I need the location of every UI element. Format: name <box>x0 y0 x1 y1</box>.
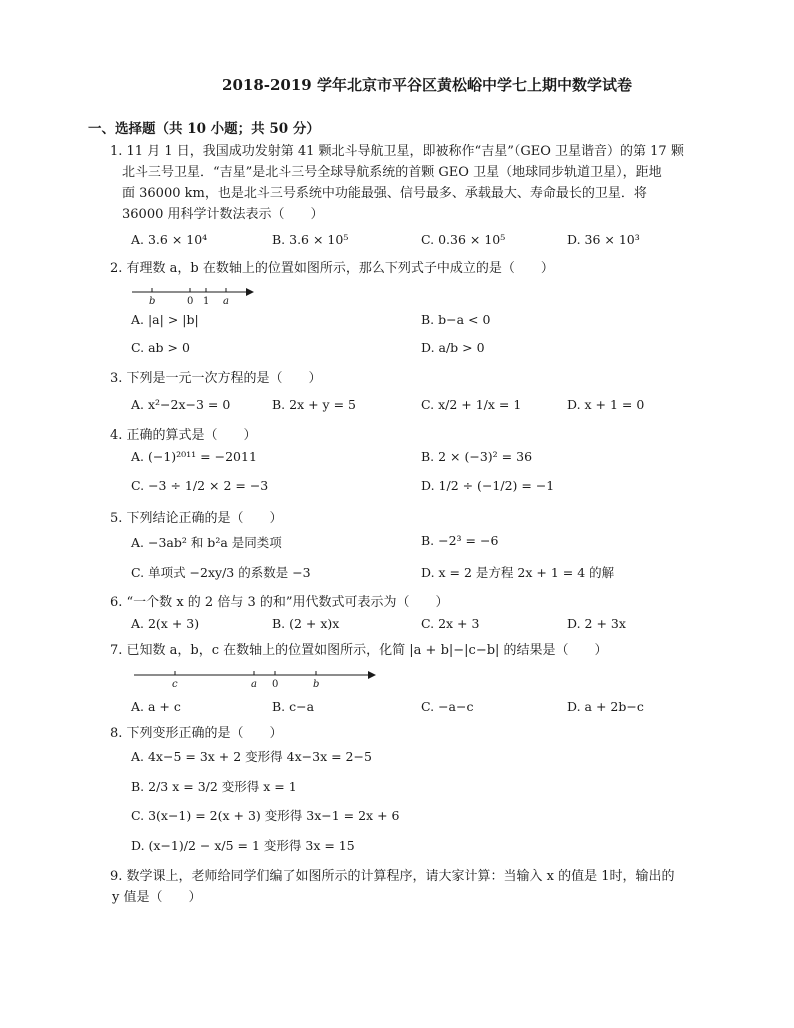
option-c[interactable]: C. 0.36 × 10⁵ <box>421 232 506 247</box>
option-b[interactable]: B. (2 + x)x <box>272 616 340 631</box>
axis-label-b: b <box>313 679 320 689</box>
option-c[interactable]: C. 3(x−1) = 2(x + 3) 变形得 3x−1 = 2x + 6 <box>131 808 400 823</box>
axis-label-1: 1 <box>203 296 210 306</box>
option-d[interactable]: D. a/b > 0 <box>421 340 485 355</box>
option-a[interactable]: A. a + c <box>131 699 181 714</box>
question-1-line-1: 1. 11 月 1 日，我国成功发射第 41 颗北斗导航卫星，即被称作“吉星”（GEO 卫星谐音）的第 17 颗 <box>110 144 684 159</box>
option-a[interactable]: A. (−1)²⁰¹¹ = −2011 <box>131 449 257 464</box>
question-9-line-1: 9. 数学课上，老师给同学们编了如图所示的计算程序，请大家计算：当输入 x 的值是 1时，输出的 <box>110 869 675 884</box>
question-2: 2. 有理数 a，b 在数轴上的位置如图所示，那么下列式子中成立的是（ ） <box>110 261 554 276</box>
option-b[interactable]: B. 2 × (−3)² = 36 <box>421 449 533 464</box>
axis-label-a: a <box>251 679 257 689</box>
option-a[interactable]: A. x²−2x−3 = 0 <box>131 397 231 412</box>
option-c[interactable]: C. 单项式 −2xy/3 的系数是 −3 <box>131 565 311 580</box>
option-a[interactable]: A. −3ab² 和 b²a 是同类项 <box>131 535 282 550</box>
axis-label-0: 0 <box>272 679 279 689</box>
option-d[interactable]: D. 36 × 10³ <box>567 232 640 247</box>
option-c[interactable]: C. ab > 0 <box>131 340 190 355</box>
option-d[interactable]: D. 1/2 ÷ (−1/2) = −1 <box>421 478 555 493</box>
section-heading: 一、选择题（共 10 小题；共 50 分） <box>88 121 320 137</box>
option-d[interactable]: D. a + 2b−c <box>567 699 644 714</box>
number-line-q7 <box>130 667 380 689</box>
question-1-line-4: 36000 用科学计数法表示（ ） <box>122 207 324 222</box>
axis-label-c: c <box>172 679 178 689</box>
question-9-line-2: y 值是（ ） <box>112 890 202 905</box>
question-1 <box>110 141 710 225</box>
option-b[interactable]: B. c−a <box>272 699 315 714</box>
question-5: 5. 下列结论正确的是（ ） <box>110 511 283 526</box>
question-3: 3. 下列是一元一次方程的是（ ） <box>110 371 322 386</box>
option-c[interactable]: C. −a−c <box>421 699 474 714</box>
option-b[interactable]: B. −2³ = −6 <box>421 533 499 548</box>
question-6: 6. “一个数 x 的 2 倍与 3 的和”用代数式可表示为（ ） <box>110 595 449 610</box>
question-7: 7. 已知数 a，b，c 在数轴上的位置如图所示，化简 |a + b|−|c−b| 的结果是（ ） <box>110 643 608 658</box>
option-b[interactable]: B. 2x + y = 5 <box>272 397 356 412</box>
option-c[interactable]: C. 2x + 3 <box>421 616 480 631</box>
question-1-line-3: 面 36000 km，也是北斗三号系统中功能最强、信号最多、承载最大、寿命最长的卫星．将 <box>122 186 647 201</box>
option-d[interactable]: D. x + 1 = 0 <box>567 397 645 412</box>
axis-label-b: b <box>149 296 156 306</box>
question-8: 8. 下列变形正确的是（ ） <box>110 726 283 741</box>
option-b[interactable]: B. 3.6 × 10⁵ <box>272 232 349 247</box>
question-1-line-2: 北斗三号卫星．“吉星”是北斗三号全球导航系统的首颗 GEO 卫星（地球同步轨道卫星），距地 <box>122 165 662 180</box>
option-a[interactable]: A. |a| > |b| <box>131 312 199 327</box>
axis-label-a: a <box>223 296 229 306</box>
option-a[interactable]: A. 3.6 × 10⁴ <box>131 232 208 247</box>
option-a[interactable]: A. 2(x + 3) <box>131 616 200 631</box>
page-title: 2018-2019 学年北京市平谷区黄松峪中学七上期中数学试卷 <box>222 76 632 94</box>
option-c[interactable]: C. −3 ÷ 1/2 × 2 = −3 <box>131 478 269 493</box>
option-d[interactable]: D. 2 + 3x <box>567 616 626 631</box>
axis-label-0: 0 <box>187 296 194 306</box>
option-b[interactable]: B. 2/3 x = 3/2 变形得 x = 1 <box>131 779 297 794</box>
option-b[interactable]: B. b−a < 0 <box>421 312 491 327</box>
option-d[interactable]: D. (x−1)/2 − x/5 = 1 变形得 3x = 15 <box>131 838 355 853</box>
option-a[interactable]: A. 4x−5 = 3x + 2 变形得 4x−3x = 2−5 <box>131 749 372 764</box>
question-4: 4. 正确的算式是（ ） <box>110 428 257 443</box>
number-line-q2 <box>128 284 258 306</box>
question-9 <box>110 866 720 908</box>
option-c[interactable]: C. x/2 + 1/x = 1 <box>421 397 522 412</box>
option-d[interactable]: D. x = 2 是方程 2x + 1 = 4 的解 <box>421 565 615 580</box>
